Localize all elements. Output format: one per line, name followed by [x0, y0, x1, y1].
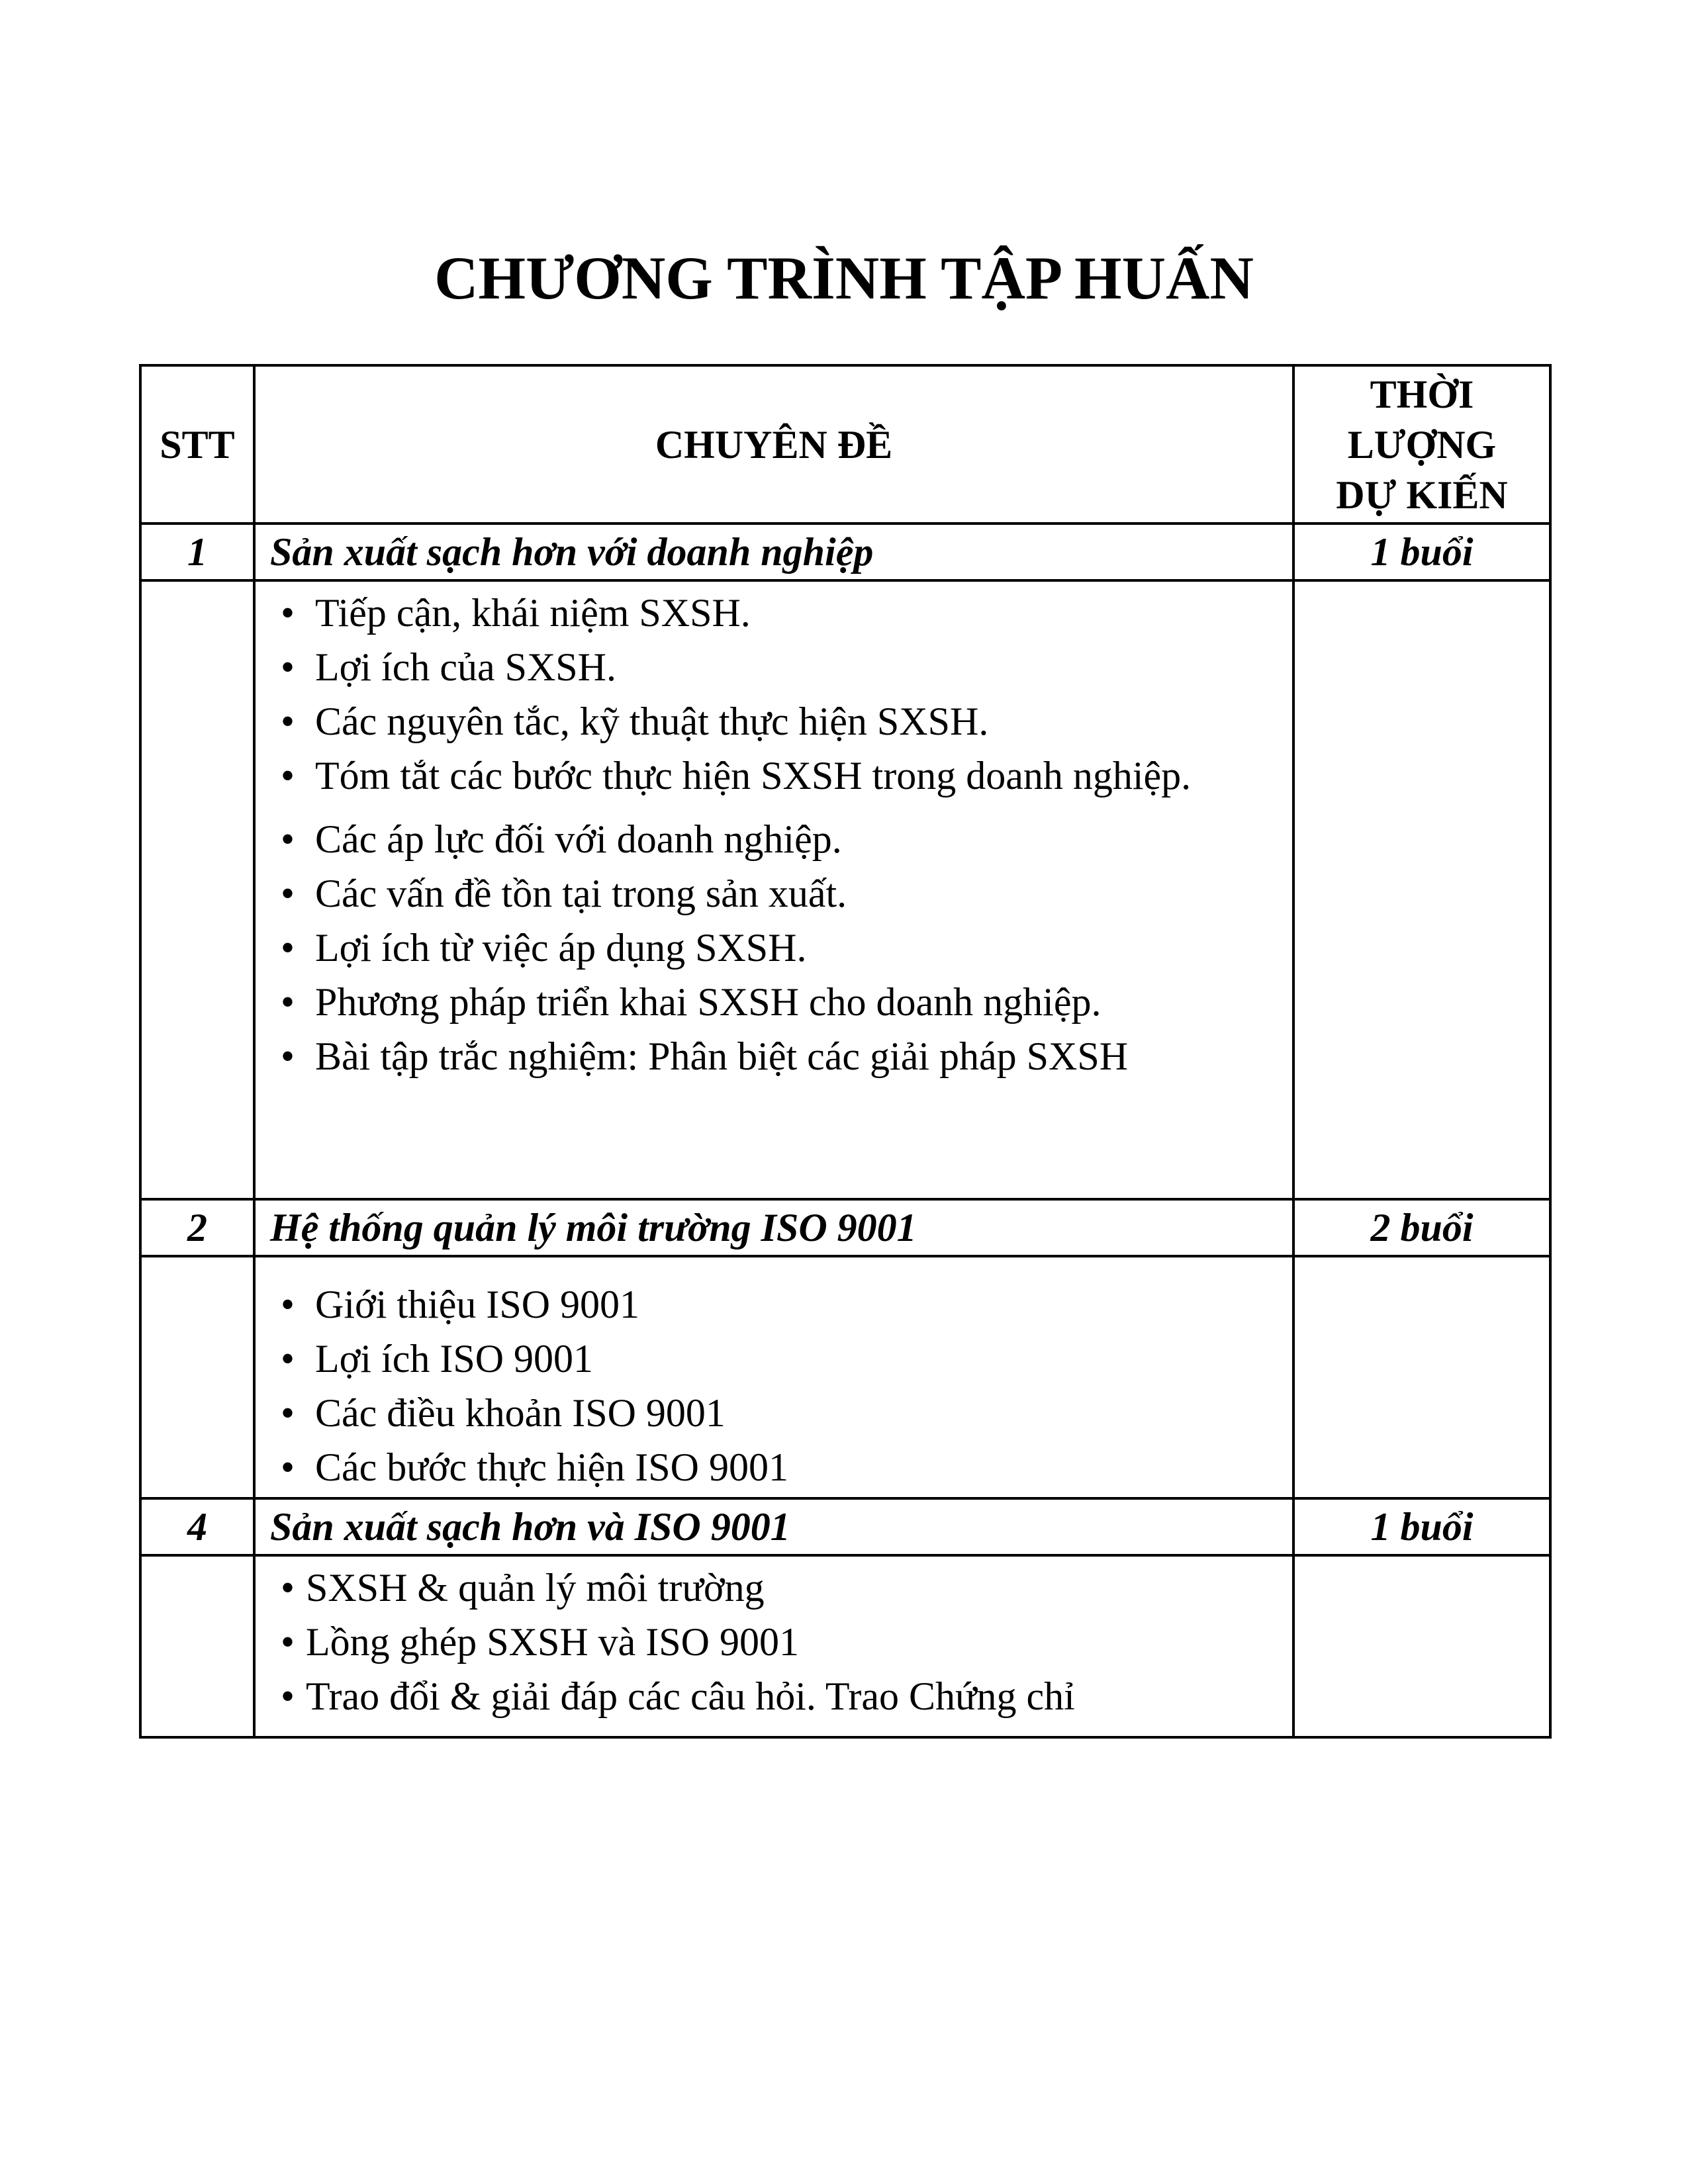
section-number: 2 [140, 1199, 254, 1256]
section-duration: 1 buổi [1293, 1498, 1550, 1555]
list-item: • Lợi ích ISO 9001 [281, 1332, 1278, 1386]
list-item: • Phương pháp triển khai SXSH cho doanh nghiệp. [281, 975, 1278, 1029]
list-item: • Lợi ích của SXSH. [281, 640, 1278, 694]
header-duration-line3: DỰ KIẾN [1336, 473, 1508, 517]
list-item: • Các áp lực đối với doanh nghiệp. [281, 812, 1278, 866]
section-number: 1 [140, 523, 254, 580]
section-topic: Sản xuất sạch hơn và ISO 9001 [254, 1498, 1293, 1555]
list-item: • Bài tập trắc nghiệm: Phân biệt các giải pháp SXSH [281, 1029, 1278, 1083]
header-topic: CHUYÊN ĐỀ [254, 365, 1293, 523]
section-items-row-3 [140, 1555, 1550, 1737]
list-item: • Giới thiệu ISO 9001 [281, 1277, 1278, 1332]
section-duration: 2 buổi [1293, 1199, 1550, 1256]
section-number: 4 [140, 1498, 254, 1555]
list-item: • Trao đổi & giải đáp các câu hỏi. Trao Chứng chỉ [281, 1669, 1278, 1723]
empty-cell [1293, 1256, 1550, 1498]
section-items-row-1 [140, 580, 1550, 1199]
bullet-list [281, 1561, 1278, 1723]
list-item: • Các nguyên tắc, kỹ thuật thực hiện SXSH. [281, 694, 1278, 749]
page-title: CHƯƠNG TRÌNH TẬP HUẤN [434, 244, 1254, 312]
section-topic: Sản xuất sạch hơn với doanh nghiệp [254, 523, 1293, 580]
empty-cell [1293, 1555, 1550, 1737]
list-item: • Lồng ghép SXSH và ISO 9001 [281, 1615, 1278, 1669]
table-header-row [140, 365, 1550, 523]
section-items-row-2 [140, 1256, 1550, 1498]
bullet-list [281, 586, 1278, 1083]
section-items-cell [254, 580, 1293, 1199]
list-item: • Lợi ích từ việc áp dụng SXSH. [281, 921, 1278, 975]
list-item: • SXSH & quản lý môi trường [281, 1561, 1278, 1615]
list-item: • Các bước thực hiện ISO 9001 [281, 1440, 1278, 1494]
section-row-1 [140, 523, 1550, 580]
section-items-cell [254, 1555, 1293, 1737]
section-topic: Hệ thống quản lý môi trường ISO 9001 [254, 1199, 1293, 1256]
bullet-list [281, 1277, 1278, 1494]
section-row-2 [140, 1199, 1550, 1256]
list-item: • Tóm tắt các bước thực hiện SXSH trong doanh nghiệp. [281, 749, 1278, 803]
section-items-cell [254, 1256, 1293, 1498]
header-duration-line1: THỜI [1370, 372, 1474, 416]
training-program-table [139, 364, 1552, 1739]
list-item: • Tiếp cận, khái niệm SXSH. [281, 586, 1278, 640]
section-duration: 1 buổi [1293, 523, 1550, 580]
list-item: • Các điều khoản ISO 9001 [281, 1386, 1278, 1440]
empty-cell [140, 1256, 254, 1498]
list-item: • Các vấn đề tồn tại trong sản xuất. [281, 866, 1278, 921]
section-row-3 [140, 1498, 1550, 1555]
empty-cell [140, 1555, 254, 1737]
empty-cell [140, 580, 254, 1199]
empty-cell [1293, 580, 1550, 1199]
header-duration-line2: LƯỢNG [1347, 422, 1497, 467]
header-duration [1293, 365, 1550, 523]
header-stt: STT [140, 365, 254, 523]
